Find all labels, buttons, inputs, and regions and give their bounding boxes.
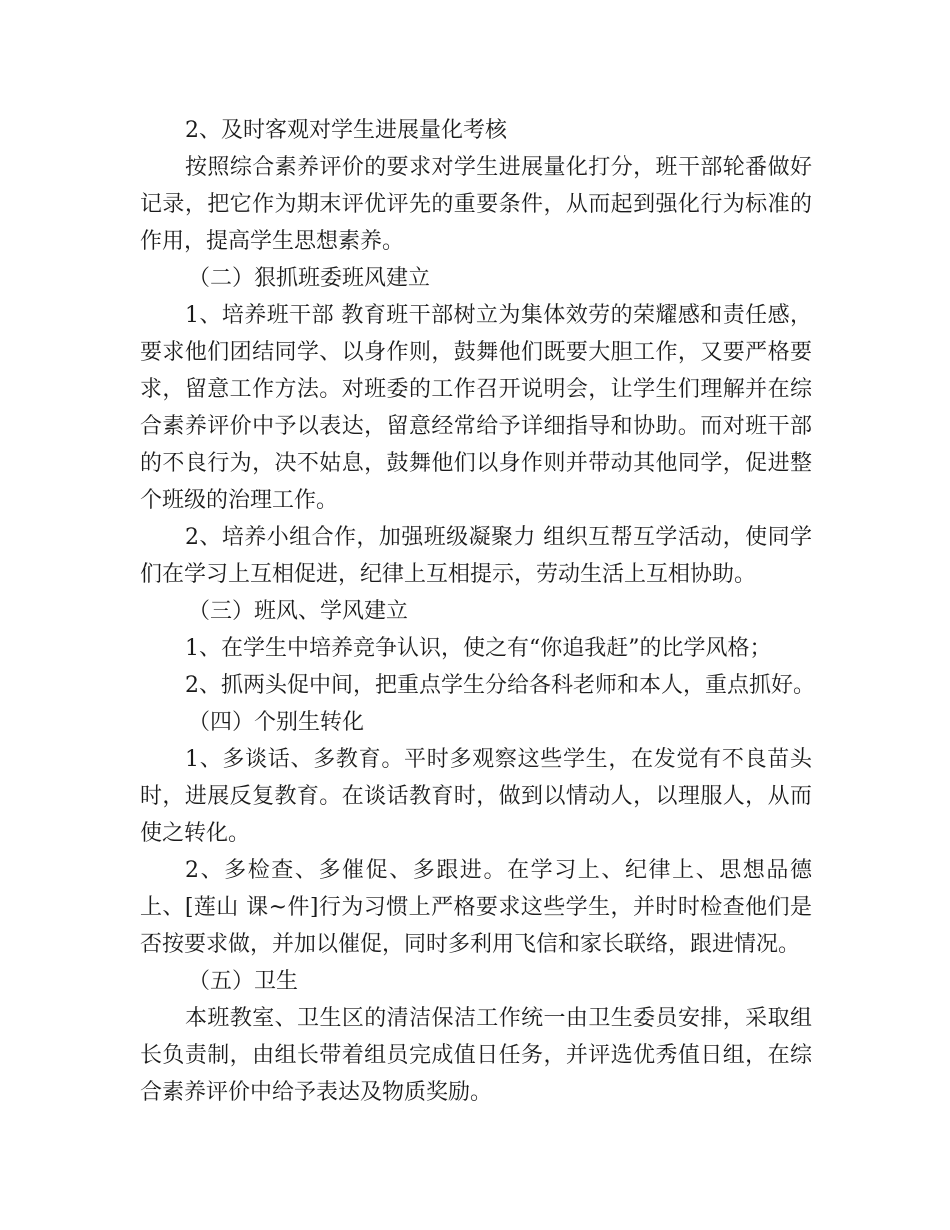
section-heading-hygiene: （五）卫生 bbox=[188, 969, 299, 994]
section-heading-individual-students: （四）个别生转化 bbox=[188, 710, 365, 735]
section-heading-class-style: （三）班风、学风建立 bbox=[188, 599, 409, 624]
paragraph-more-checks: 2、多检查、多催促、多跟进。在学习上、纪律上、思想品德上、[莲山 课~件]行为习惯上严格要求这些学生，并时时检查他们是否按要求做，并加以催促，同时多利用飞信和家长联络，跟进情况。 bbox=[140, 858, 812, 957]
document-body bbox=[140, 112, 815, 1111]
item-focus-on-both-ends: 2、抓两头促中间，把重点学生分给各科老师和本人，重点抓好。 bbox=[185, 673, 815, 698]
paragraph-group-cooperation: 2、培养小组合作，加强班级凝聚力 组织互帮互学活动，使同学们在学习上互相促进，纪律上互相提示，劳动生活上互相协助。 bbox=[140, 525, 812, 587]
item-competition-awareness: 1、在学生中培养竞争认识，使之有“你追我赶”的比学风格； bbox=[185, 636, 772, 661]
paragraph-hygiene-duty: 本班教室、卫生区的清洁保洁工作统一由卫生委员安排，采取组长负责制，由组长带着组员完成值日任务，并评选优秀值日组，在综合素养评价中给予表达及物质奖励。 bbox=[140, 1006, 812, 1105]
paragraph-train-class-cadres: 1、培养班干部 教育班干部树立为集体效劳的荣耀感和责任感，要求他们团结同学、以身作则，鼓舞他们既要大胆工作，又要严格要求，留意工作方法。对班委的工作召开说明会，让学生们理解并在综合素养评价中予以表达，留意经常给予详细指导和协助。而对班干部的不良行为，决不姑息，鼓舞他们以身作则并带动其他同学，促进整个班级的治理工作。 bbox=[140, 303, 812, 513]
item-heading-timely-assessment: 2、及时客观对学生进展量化考核 bbox=[185, 118, 507, 143]
paragraph-quantified-scoring: 按照综合素养评价的要求对学生进展量化打分，班干部轮番做好记录，把它作为期末评优评先的重要条件，从而起到强化行为标准的作用，提高学生思想素养。 bbox=[140, 155, 812, 254]
paragraph-more-talks: 1、多谈话、多教育。平时多观察这些学生，在发觉有不良苗头时，进展反复教育。在谈话教育时，做到以情动人，以理服人，从而使之转化。 bbox=[140, 747, 812, 846]
section-heading-class-committee: （二）狠抓班委班风建立 bbox=[188, 266, 431, 291]
